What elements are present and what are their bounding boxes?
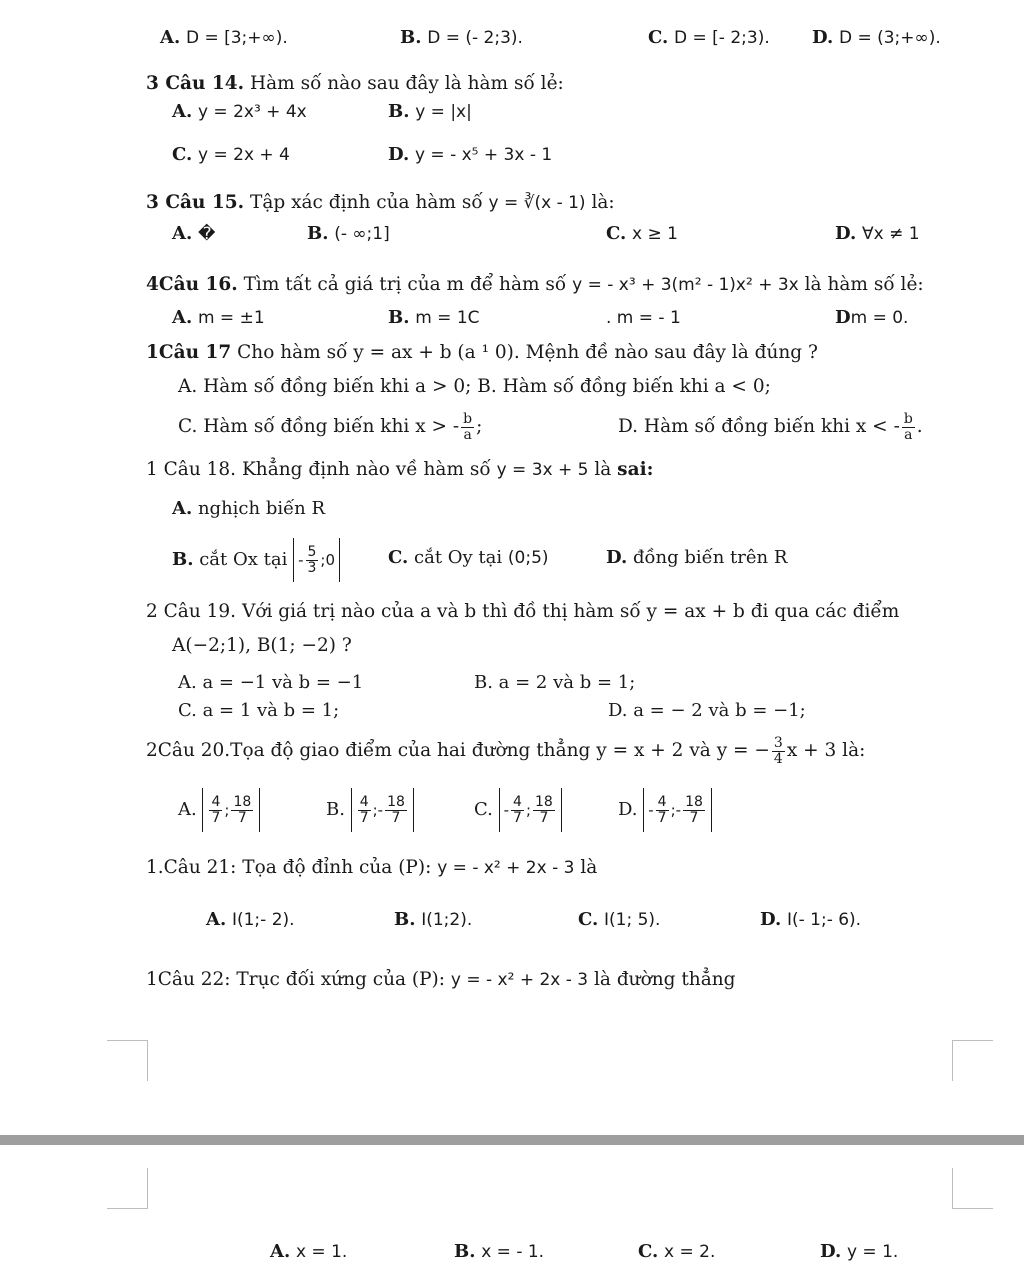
q16-option-a: A. m = ±1 [172,307,265,328]
q14-option-d: D. y = - x⁵ + 3x - 1 [388,144,553,165]
q15-option-b: B. (- ∞;1] [307,223,390,244]
q19-option-c: C. a = 1 và b = 1; [178,700,340,721]
q20-option-a: A. $\frac{4}{7}$ ; $\frac{18}{7}$ [178,788,260,832]
q16-option-b: B. m = 1C [388,307,480,328]
q17-stem: 1Câu 17 Cho hàm số y = ax + b (a ¹ 0). Mệnh đề nào sau đây là đúng ? [146,342,818,363]
q21-option-b: B. I(1;2). [394,909,473,930]
q13-option-d: D. D = (3;+∞). [812,27,941,48]
q18-option-c: C. cắt Oy tại (0;5) [388,547,549,568]
q18-option-b: B. cắt Ox tại - $\frac{5}{3}$ ;0 [172,538,340,582]
q20-option-d: D. - $\frac{4}{7}$ ; - $\frac{18}{7}$ [618,788,712,832]
q14-option-c: C. y = 2x + 4 [172,144,290,165]
q19-points: A(−2;1), B(1; −2) ? [172,635,352,656]
q20-option-b: B. $\frac{4}{7}$ ; - $\frac{18}{7}$ [326,788,414,832]
q18-option-a: A. nghịch biến R [172,498,326,519]
q22-option-b: B. x = - 1. [454,1241,545,1262]
q15-stem: 3 Câu 15. Tập xác định của hàm số y = ∛(x - 1) là: [146,192,615,213]
q19-option-d: D. a = − 2 và b = −1; [608,700,806,721]
q16-stem: 4Câu 16. Tìm tất cả giá trị của m để hàm số y = - x³ + 3(m² - 1)x² + 3x là hàm số lẻ: [146,274,924,295]
q20-option-c: C. - $\frac{4}{7}$ ; $\frac{18}{7}$ [474,788,562,832]
page-corner-mark [107,1168,148,1209]
q21-option-a: A. I(1;- 2). [206,909,295,930]
q13-option-b: B. D = (- 2;3). [400,27,523,48]
q18-option-d: D. đồng biến trên R [606,547,788,568]
q19-option-a: A. a = −1 và b = −1 [178,672,364,693]
q18-stem: 1 Câu 18. Khẳng định nào về hàm số y = 3x + 5 là sai: [146,459,654,480]
q16-option-d: Dm = 0. [835,307,909,328]
q22-option-d: D. y = 1. [820,1241,899,1262]
q13-option-a: A. D = [3;+∞). [160,27,288,48]
page-corner-mark [952,1168,993,1209]
q19-option-b: B. a = 2 và b = 1; [474,672,636,693]
q15-option-a: A. � [172,223,216,244]
q21-option-d: D. I(- 1;- 6). [760,909,862,930]
page-corner-mark [107,1040,148,1081]
q20-stem: 2Câu 20.Tọa độ giao điểm của hai đường thẳng y = x + 2 và y = − $\frac{3}{4}$ x + 3 là: [146,734,866,767]
q21-stem: 1.Câu 21: Tọa độ đỉnh của (P): y = - x² + 2x - 3 là [146,857,598,878]
q22-stem: 1Câu 22: Trục đối xứng của (P): y = - x² + 2x - 3 là đường thẳng [146,969,736,990]
q17-options-ab: A. Hàm số đồng biến khi a > 0; B. Hàm số đồng biến khi a < 0; [178,376,771,397]
q21-option-c: C. I(1; 5). [578,909,661,930]
page-separator [0,1135,1024,1145]
fraction: $\frac{b}{a}$ [463,410,473,443]
q14-option-a: A. y = 2x³ + 4x [172,101,307,122]
q13-option-c: C. D = [- 2;3). [648,27,770,48]
q15-option-c: C. x ≥ 1 [606,223,678,244]
q14-stem: 3 Câu 14. Hàm số nào sau đây là hàm số lẻ: [146,73,564,94]
q22-option-a: A. x = 1. [270,1241,348,1262]
q17-option-c: C. Hàm số đồng biến khi x > - $\frac{b}{a}$ ; [178,410,483,443]
q14-option-b: B. y = |x| [388,101,472,122]
q19-stem: 2 Câu 19. Với giá trị nào của a và b thì đồ thị hàm số y = ax + b đi qua các điểm [146,601,900,622]
fraction: $\frac{b}{a}$ [903,410,913,443]
q16-option-c: . m = - 1 [606,308,681,328]
q17-option-d: D. Hàm số đồng biến khi x < - $\frac{b}{a}$ . [618,410,923,443]
q15-option-d: D. ∀x ≠ 1 [835,223,920,244]
q22-option-c: C. x = 2. [638,1241,716,1262]
page-corner-mark [952,1040,993,1081]
